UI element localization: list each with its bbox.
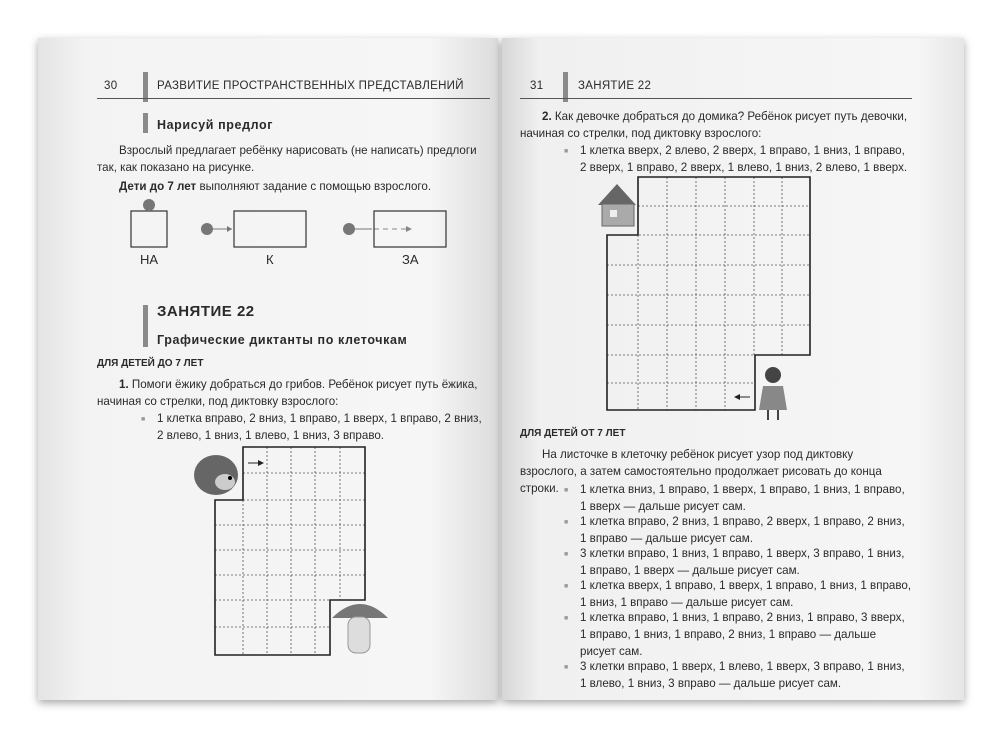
section-title: Нарисуй предлог bbox=[157, 118, 274, 132]
intro-text: На листочке в клеточку ребёнок рисует узор под диктовку взрослого, а затем самостоятельно продолжает рисовать до конца строки. bbox=[520, 448, 882, 495]
pattern-item: ■ 3 клетки вправо, 1 вверх, 1 влево, 1 вверх, 3 вправо, 1 вниз, 1 влево, 1 вниз, 3 вправо — дальше рисует сам. bbox=[580, 658, 912, 692]
running-head: ЗАНЯТИЕ 22 bbox=[578, 80, 652, 92]
girl-icon bbox=[759, 367, 787, 420]
preposition-label: НА bbox=[140, 252, 159, 267]
page-number: 30 bbox=[104, 80, 118, 92]
running-head: РАЗВИТИЕ ПРОСТРАНСТВЕННЫХ ПРЕДСТАВЛЕНИЙ bbox=[157, 80, 464, 92]
lesson-title: ЗАНЯТИЕ 22 bbox=[157, 303, 255, 320]
task-steps: ■ 1 клетка вправо, 2 вниз, 1 вправо, 1 вверх, 1 вправо, 2 вниз, 2 влево, 1 вниз, 1 влево, 1 вниз, 3 вправо. bbox=[157, 410, 489, 444]
note-bold: Дети до 7 лет bbox=[119, 180, 197, 193]
house-icon bbox=[598, 184, 636, 226]
preposition-label: К bbox=[266, 252, 274, 267]
age-label: ДЛЯ ДЕТЕЙ ОТ 7 ЛЕТ bbox=[520, 428, 626, 439]
pattern-item: ■ 3 клетки вправо, 1 вниз, 1 вправо, 1 вверх, 3 вправо, 1 вниз, 1 вправо, 1 вверх — дальше рисует сам. bbox=[580, 545, 912, 579]
pattern-item: ■ 1 клетка вправо, 1 вниз, 1 вправо, 2 вниз, 1 вправо, 3 вверх, 1 вправо, 1 вниз, 1 вправо, 2 вниз, 1 вправо — дальше рисует сам. bbox=[580, 609, 912, 660]
task-body: Помоги ёжику добраться до грибов. Ребёнок рисует путь ёжика, начиная со стрелки, под диктовку взрослого: bbox=[97, 378, 478, 408]
pattern-item: ■ 1 клетка вправо, 2 вниз, 1 вправо, 2 вверх, 1 вправо, 2 вниз, 1 вправо — дальше рисует сам. bbox=[580, 513, 912, 547]
note-rest: выполняют задание с помощью взрослого. bbox=[196, 180, 432, 193]
lesson-subtitle: Графические диктанты по клеточкам bbox=[157, 333, 408, 347]
preposition-label: ЗА bbox=[402, 252, 419, 267]
task-steps: ■ 1 клетка вверх, 2 влево, 2 вверх, 1 вправо, 1 вниз, 1 вправо, 2 вверх, 1 вправо, 2 вверх, 1 влево, 1 вниз, 2 влево, 1 вверх. bbox=[580, 142, 912, 176]
pattern-item: ■ 1 клетка вверх, 1 вправо, 1 вверх, 1 вправо, 1 вниз, 1 вправо, 1 вниз, 1 вправо — дальше рисует сам. bbox=[580, 577, 912, 611]
page-number: 31 bbox=[530, 80, 544, 92]
task-body: Как девочке добраться до домика? Ребёнок рисует путь девочки, начиная со стрелки, под диктовку взрослого: bbox=[520, 110, 908, 140]
task-number: 2. bbox=[542, 110, 552, 123]
pattern-list bbox=[580, 481, 912, 692]
intro-text: Взрослый предлагает ребёнку нарисовать (не написать) предлоги так, как показано на рисунке. bbox=[97, 144, 477, 174]
task-number: 1. bbox=[119, 378, 129, 391]
pattern-item: ■ 1 клетка вниз, 1 вправо, 1 вверх, 1 вправо, 1 вниз, 1 вправо, 1 вверх — дальше рисует сам. bbox=[580, 481, 912, 515]
age-label: ДЛЯ ДЕТЕЙ ДО 7 ЛЕТ bbox=[97, 358, 204, 369]
